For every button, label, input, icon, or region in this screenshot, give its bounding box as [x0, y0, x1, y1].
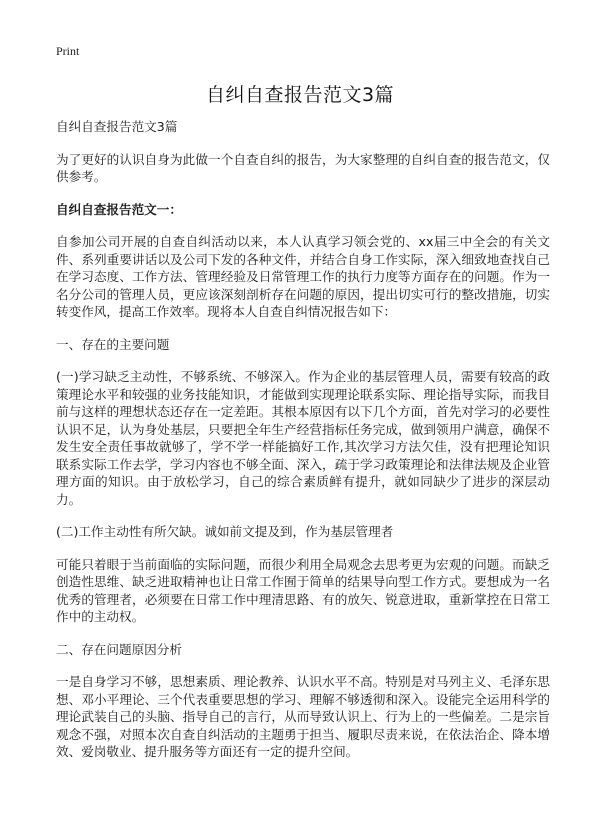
- section-2-heading: 二、存在问题原因分析: [56, 641, 182, 657]
- section-1-point-2: (二)工作主动性有所欠缺。诚如前文提及到，作为基层管理者: [56, 524, 394, 539]
- section-1-point-2-continued: 可能只着眼于当前面临的实际问题，而很少利用全局观念去思考更为宏观的问题。而缺乏创造性思维、缺乏进取精神也让日常工作囿于简单的结果导向型工作方式。要想成为一名优秀的管理者，必须要在日常工作中理清思路、有的放矢、锐意进取，重新掌控在日常工作中的主动权。: [56, 556, 550, 624]
- document-subtitle: 自纠自查报告范文3篇: [56, 119, 178, 134]
- part-heading: 自纠自查报告范文一：: [56, 201, 182, 217]
- section-1-point-1: (一)学习缺乏主动性，不够系统、不够深入。作为企业的基层管理人员，需要有较高的政策理论水平和较强的业务技能知识，才能做到实现理论联系实际、理论指导实际，而我目前与这样的理想状态还存在一定差距。其根本原因有以下几个方面，首先对学习的必要性认识不足，认为身处基层，只要把全年生产经营指标任务完成，做到领用户满意，确保不发生安全责任事故就够了，学不学一样能搞好工作,其次学习方法欠佳，没有把理论知识联系实际工作去学，学习内容也不够全面、深入，疏于学习政策理论和法律法规及企业管理方面的知识。由于放松学习，自己的综合素质鲜有提升，就如同缺少了进步的深层动力。: [56, 369, 550, 507]
- opening-paragraph: 自参加公司开展的自查自纠活动以来，本人认真学习领会党的、xx届三中全会的有关文件、系列重要讲话以及公司下发的各种文件，并结合自身工作实际，深入细致地查找自己在学习态度、工作方法、管理经验及日常管理工作的执行力度等方面存在的问题。作为一名分公司的管理人员，更应该深刻剖析存在问题的原因，提出切实可行的整改措施，切实转变作风，提高工作效率。现将本人自查自纠情况报告如下：: [56, 234, 550, 319]
- page-title: 自纠自查报告范文3篇: [205, 84, 395, 106]
- print-link[interactable]: Print: [56, 44, 80, 58]
- intro-paragraph: 为了更好的认识自身为此做一个自查自纠的报告，为大家整理的自纠自查的报告范文，仅供参考。: [56, 151, 550, 184]
- document-body: [56, 118, 550, 776]
- section-1-heading: 一、存在的主要问题: [56, 336, 170, 352]
- section-2-paragraph: 一是自身学习不够，思想素质、理论教养、认识水平不高。特别是对马列主义、毛泽东思想、邓小平理论、三个代表重要思想的学习、理解不够透彻和深入。设能完全运用科学的理论武装自己的头脑、指导自己的言行，从而导致认识上、行为上的一些偏差。二是宗旨观念不强，对照本次自查自纠活动的主题勇于担当、履职尽责来说，在依法治企、降本增效、爱岗敬业、提升服务等方面还有一定的提升空间。: [56, 674, 550, 759]
